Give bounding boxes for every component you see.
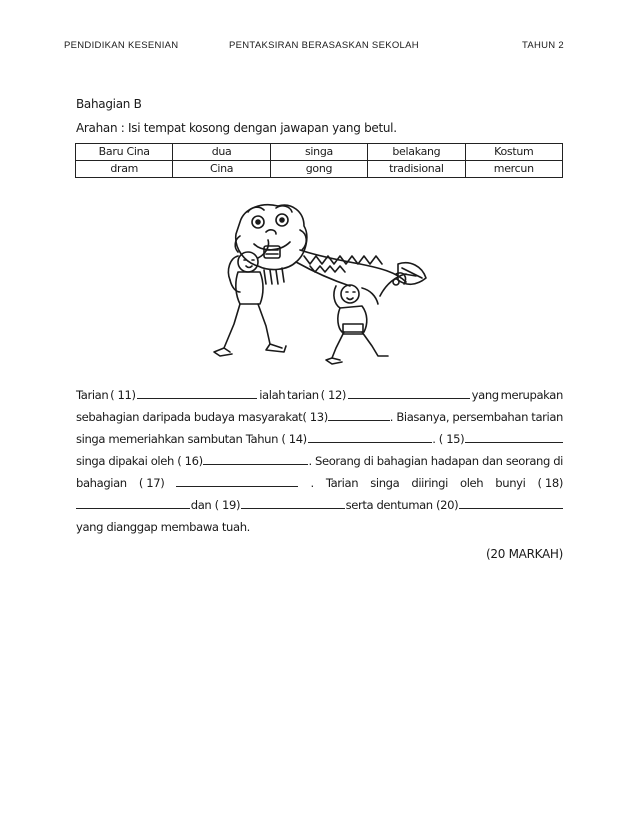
passage-text: yang dianggap membawa tuah.: [76, 520, 250, 534]
passage-text: bunyi: [495, 476, 526, 490]
word-bank-table: [75, 143, 563, 178]
passage-text: ( 11): [110, 388, 136, 402]
passage-text: . ( 15): [432, 432, 465, 446]
word-bank-cell: dram: [76, 161, 173, 178]
word-bank-cell: Kostum: [465, 144, 562, 161]
word-bank-cell: Cina: [173, 161, 270, 178]
passage-text: Tarian: [76, 388, 109, 402]
passage-text: dan ( 19): [190, 498, 241, 512]
section-title: Bahagian B: [76, 97, 142, 111]
word-bank-row: [76, 144, 563, 161]
answer-blank-20[interactable]: [459, 494, 563, 509]
passage-text: . Biasanya, persembahan tarian: [389, 410, 563, 424]
passage-text: ( 12): [320, 388, 347, 402]
passage-text: tarian: [287, 388, 319, 402]
passage-text: merupakan: [500, 388, 563, 402]
passage-text: .: [310, 476, 314, 490]
passage-text: oleh: [460, 476, 484, 490]
answer-blank-12[interactable]: [348, 384, 470, 399]
word-bank-cell: singa: [270, 144, 367, 161]
answer-blank-11[interactable]: [137, 384, 257, 399]
passage-line: [76, 516, 563, 538]
lion-body-icon: [296, 250, 406, 286]
lion-dance-illustration: [200, 200, 440, 372]
answer-blank-16[interactable]: [203, 450, 309, 465]
passage-text: singa dipakai oleh ( 16): [76, 454, 203, 468]
passage-text: singa: [370, 476, 400, 490]
passage-line: [76, 494, 563, 516]
passage-text: singa memeriahkan sambutan Tahun ( 14): [76, 432, 307, 446]
answer-blank-14[interactable]: [308, 428, 432, 443]
answer-blank-17[interactable]: [176, 472, 298, 487]
word-bank-cell: dua: [173, 144, 270, 161]
passage-text: . Seorang di bahagian hadapan dan seorang di: [308, 454, 563, 468]
answer-blank-15[interactable]: [465, 428, 563, 443]
passage-line: [76, 450, 563, 472]
word-bank-cell: gong: [270, 161, 367, 178]
passage-line: [76, 472, 563, 494]
answer-blank-19[interactable]: [241, 494, 345, 509]
word-bank-cell: belakang: [368, 144, 465, 161]
passage-text: ( 18): [537, 476, 563, 490]
word-bank-cell: tradisional: [368, 161, 465, 178]
rear-dancer-icon: [326, 285, 388, 364]
passage-text: ialah: [259, 388, 286, 402]
instruction-text: Arahan : Isi tempat kosong dengan jawapan yang betul.: [76, 121, 397, 135]
word-bank-cell: Baru Cina: [76, 144, 173, 161]
passage-text: diiringi: [411, 476, 448, 490]
word-bank-row: [76, 161, 563, 178]
answer-blank-18[interactable]: [76, 494, 190, 509]
total-marks: (20 MARKAH): [486, 547, 563, 561]
page-header: [64, 40, 564, 54]
passage-line: [76, 384, 563, 406]
fill-in-passage: [76, 384, 563, 538]
passage-text: sebahagian daripada budaya masyarakat( 13): [76, 410, 328, 424]
passage-line: [76, 406, 563, 428]
word-bank-cell: mercun: [465, 161, 562, 178]
header-year: TAHUN 2: [521, 40, 564, 51]
passage-text: bahagian: [76, 476, 127, 490]
answer-blank-13[interactable]: [328, 406, 390, 421]
passage-text: ( 17): [138, 476, 165, 490]
passage-line: [76, 428, 563, 450]
header-assessment: PENTAKSIRAN BERASASKAN SEKOLAH: [229, 40, 419, 51]
passage-text: yang: [471, 388, 499, 402]
passage-text: Tarian: [325, 476, 359, 490]
passage-text: serta dentuman (20): [345, 498, 459, 512]
header-subject: PENDIDIKAN KESENIAN: [64, 40, 179, 51]
